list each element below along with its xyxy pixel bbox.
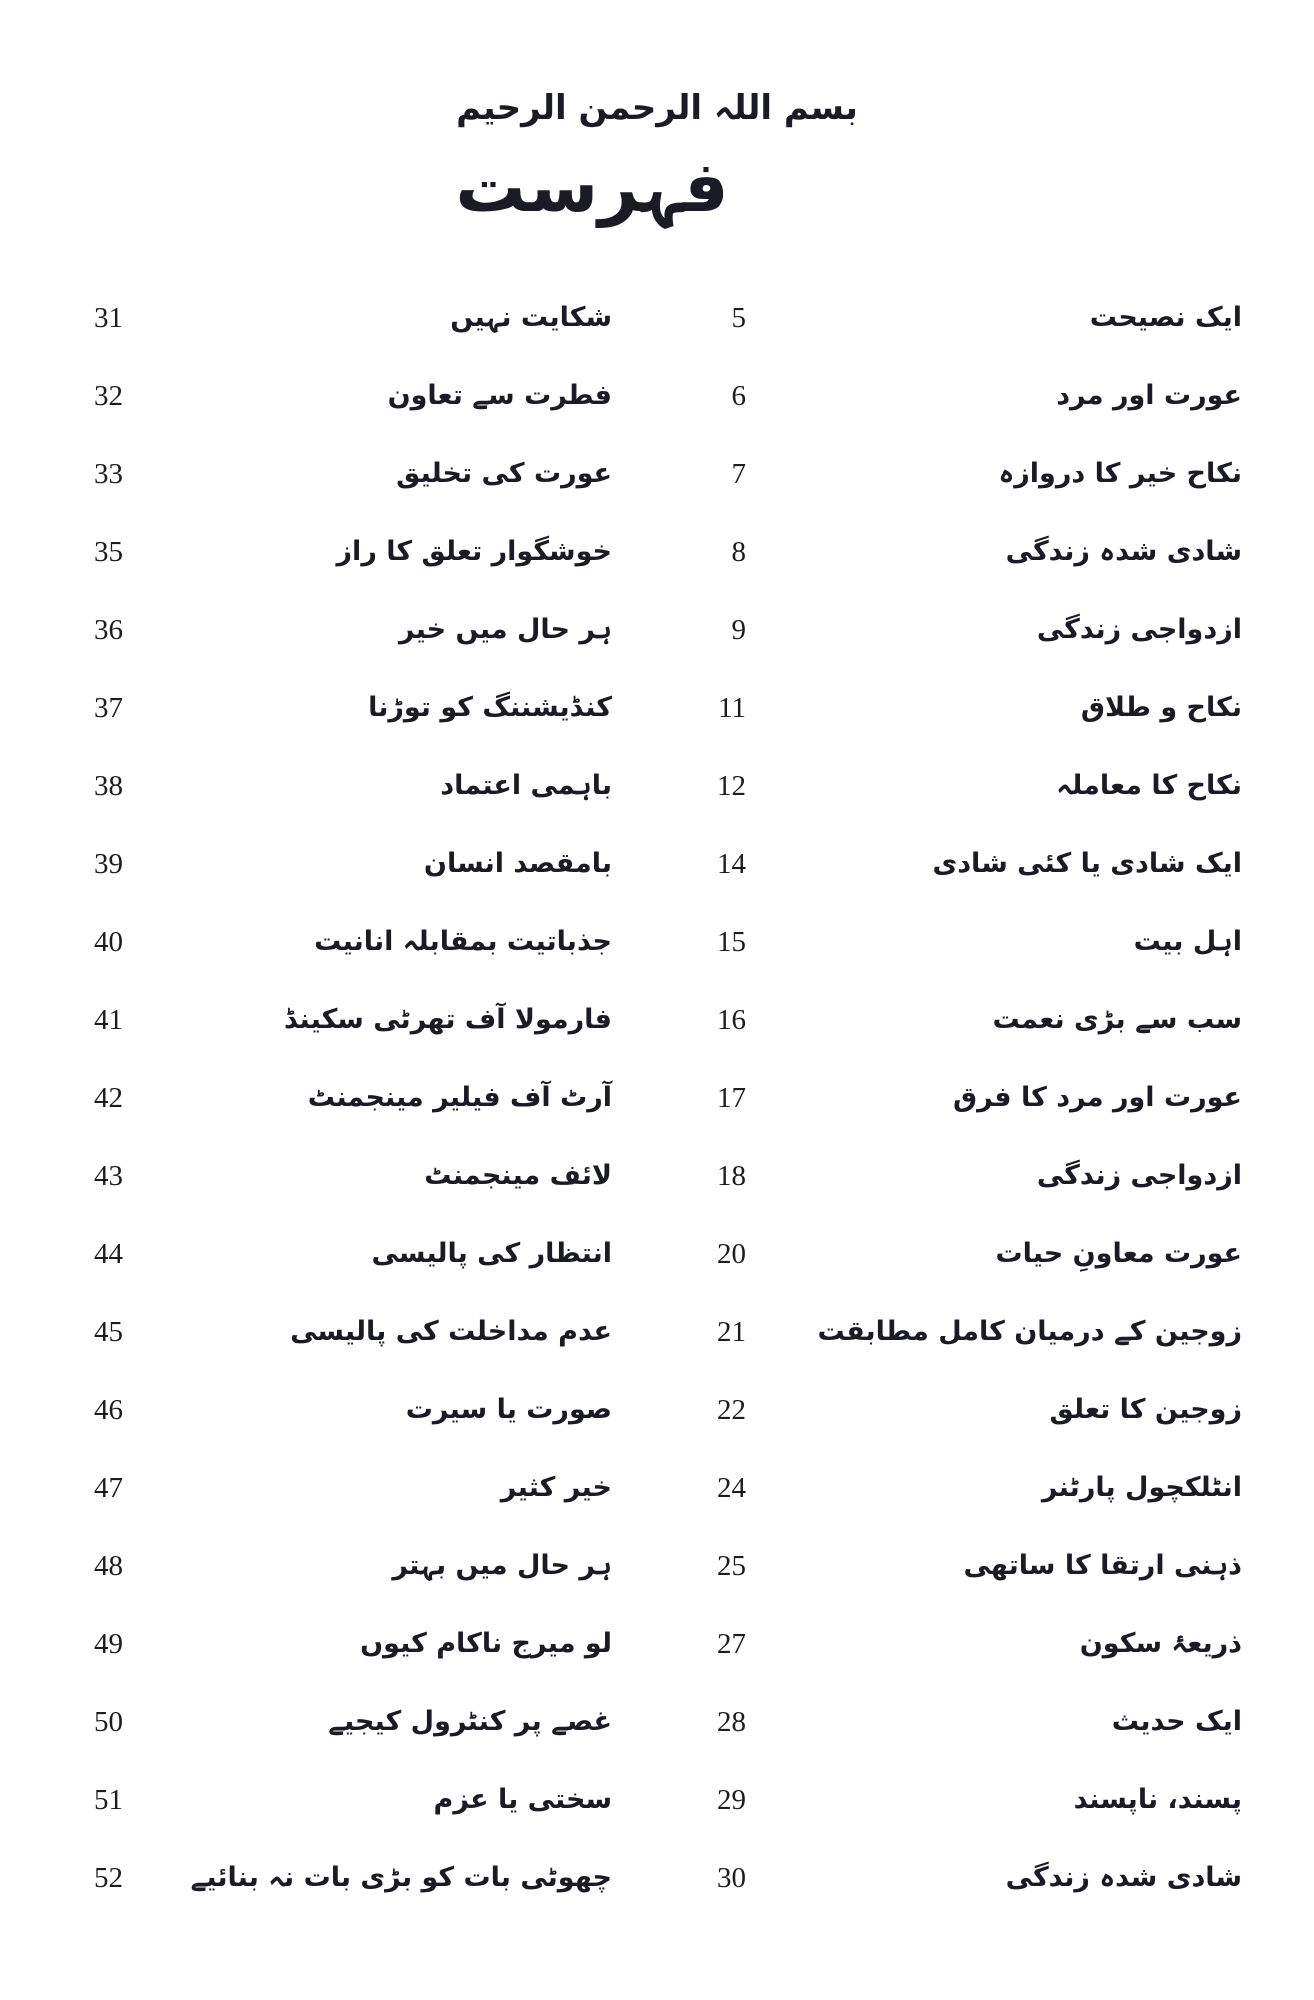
toc-entry-title-right: ایک شادی یا کئی شادی xyxy=(932,848,1242,880)
toc-page-number-left: 51 xyxy=(94,1783,123,1816)
toc-entry-title-right: انٹلکچول پارٹنر xyxy=(1041,1472,1242,1504)
toc-page-number-right: 25 xyxy=(717,1549,746,1582)
toc-entry-title-left: فطرت سے تعاون xyxy=(387,380,612,412)
toc-row xyxy=(72,1605,1242,1683)
toc-page-number-left: 38 xyxy=(94,769,123,802)
toc-page-number-right: 21 xyxy=(717,1315,746,1348)
toc-page-number-left: 43 xyxy=(94,1159,123,1192)
toc-entry-title-right: شادی شدہ زندگی xyxy=(1005,536,1242,568)
toc-entry-title-right: شادی شدہ زندگی xyxy=(1005,1862,1242,1894)
toc-row xyxy=(72,747,1242,825)
toc-page-number-right: 9 xyxy=(731,613,746,646)
toc-entry-title-left: آرٹ آف فیلیر مینجمنٹ xyxy=(307,1082,612,1114)
toc-page-number-right: 24 xyxy=(717,1471,746,1504)
toc-entry-title-left: غصے پر کنٹرول کیجیے xyxy=(328,1706,612,1738)
toc-row xyxy=(72,357,1242,435)
toc-page-number-right: 28 xyxy=(717,1705,746,1738)
toc-page-number-left: 46 xyxy=(94,1393,123,1426)
toc-page-number-right: 18 xyxy=(717,1159,746,1192)
toc-row xyxy=(72,279,1242,357)
toc-page-number-left: 33 xyxy=(94,457,123,490)
toc-entry-title-left: خوشگوار تعلق کا راز xyxy=(336,536,612,568)
toc-entry-title-right: عورت معاونِ حیات xyxy=(995,1238,1242,1270)
toc-row xyxy=(72,1683,1242,1761)
toc-entry-title-right: عورت اور مرد xyxy=(1056,380,1242,412)
toc-entry-title-right: ازدواجی زندگی xyxy=(1036,614,1242,646)
toc-entry-title-right: نکاح کا معاملہ xyxy=(1056,770,1242,802)
toc-row xyxy=(72,1059,1242,1137)
page-content xyxy=(72,0,1242,1917)
toc-row xyxy=(72,1761,1242,1839)
toc-row xyxy=(72,903,1242,981)
toc-entry-title-left: عدم مداخلت کی پالیسی xyxy=(290,1316,612,1348)
toc-page-number-right: 15 xyxy=(717,925,746,958)
toc-row xyxy=(72,1527,1242,1605)
toc-page-number-left: 37 xyxy=(94,691,123,724)
toc-page-number-right: 14 xyxy=(717,847,746,880)
toc-page-number-left: 42 xyxy=(94,1081,123,1114)
toc-page-number-left: 31 xyxy=(94,301,123,334)
toc-entry-title-left: باہمی اعتماد xyxy=(440,770,612,802)
toc-entry-title-right: ذریعۂ سکون xyxy=(1079,1628,1242,1660)
toc-entry-title-left: سختی یا عزم xyxy=(433,1784,612,1816)
toc-page-number-left: 36 xyxy=(94,613,123,646)
toc-page-number-right: 7 xyxy=(731,457,746,490)
toc-entry-title-right: سب سے بڑی نعمت xyxy=(992,1004,1242,1036)
toc-row xyxy=(72,435,1242,513)
toc-page-number-left: 35 xyxy=(94,535,123,568)
toc-entry-title-right: ذہنی ارتقا کا ساتھی xyxy=(963,1550,1242,1582)
toc-page-number-left: 39 xyxy=(94,847,123,880)
toc-entry-title-right: عورت اور مرد کا فرق xyxy=(952,1082,1242,1114)
toc-row xyxy=(72,981,1242,1059)
toc-entry-title-left: ہر حال میں بہتر xyxy=(392,1550,612,1582)
toc-entry-title-right: ایک حدیث xyxy=(1111,1706,1242,1738)
toc-row xyxy=(72,1449,1242,1527)
toc-page-number-right: 17 xyxy=(717,1081,746,1114)
toc-page-number-left: 48 xyxy=(94,1549,123,1582)
toc-entry-title-left: انتظار کی پالیسی xyxy=(371,1238,612,1270)
toc-entry-title-left: کنڈیشننگ کو توڑنا xyxy=(368,692,612,724)
toc-entry-title-right: نکاح خیر کا دروازہ xyxy=(998,458,1242,490)
toc-page-number-right: 30 xyxy=(717,1861,746,1894)
toc-entry-title-left: عورت کی تخلیق xyxy=(396,458,612,490)
toc-entry-title-left: جذباتیت بمقابلہ انانیت xyxy=(314,926,612,958)
page-title: فہرست xyxy=(455,145,729,228)
toc-entry-title-left: چھوٹی بات کو بڑی بات نہ بنائیے xyxy=(190,1862,612,1894)
toc-page-number-right: 5 xyxy=(731,301,746,334)
toc-page-number-right: 8 xyxy=(731,535,746,568)
toc-page-number-right: 22 xyxy=(717,1393,746,1426)
toc-page-number-left: 41 xyxy=(94,1003,123,1036)
toc-entry-title-left: شکایت نہیں xyxy=(450,302,612,334)
toc-row xyxy=(72,591,1242,669)
toc-page-number-right: 16 xyxy=(717,1003,746,1036)
toc-entry-title-right: ازدواجی زندگی xyxy=(1036,1160,1242,1192)
toc-page-number-left: 52 xyxy=(94,1861,123,1894)
toc-entry-title-left: ہر حال میں خیر xyxy=(398,614,612,646)
toc-entry-title-left: لائف مینجمنٹ xyxy=(424,1160,612,1192)
toc-page-number-left: 45 xyxy=(94,1315,123,1348)
toc-row xyxy=(72,825,1242,903)
toc-page-number-left: 32 xyxy=(94,379,123,412)
toc-page-number-left: 50 xyxy=(94,1705,123,1738)
toc-entry-title-left: خیر کثیر xyxy=(500,1472,612,1504)
toc-entry-title-right: اہل بیت xyxy=(1133,926,1242,958)
toc-row xyxy=(72,1137,1242,1215)
toc-page-number-right: 29 xyxy=(717,1783,746,1816)
toc-page-number-right: 20 xyxy=(717,1237,746,1270)
toc-entry-title-right: زوجین کا تعلق xyxy=(1049,1394,1242,1426)
toc-entry-title-left: صورت یا سیرت xyxy=(405,1394,612,1426)
toc-entry-title-right: زوجین کے درمیان کامل مطابقت xyxy=(817,1316,1242,1348)
toc-page-number-right: 6 xyxy=(731,379,746,412)
toc-table xyxy=(72,279,1242,1917)
toc-page-number-left: 44 xyxy=(94,1237,123,1270)
toc-page-number-left: 49 xyxy=(94,1627,123,1660)
toc-row xyxy=(72,1371,1242,1449)
toc-page-number-left: 47 xyxy=(94,1471,123,1504)
toc-entry-title-left: بامقصد انسان xyxy=(423,848,612,880)
toc-row xyxy=(72,1215,1242,1293)
toc-page-number-right: 27 xyxy=(717,1627,746,1660)
toc-row xyxy=(72,1293,1242,1371)
bismillah-text: بسم اللہ الرحمن الرحیم xyxy=(456,88,858,128)
toc-page-number-right: 11 xyxy=(718,691,746,724)
toc-row xyxy=(72,1839,1242,1917)
toc-row xyxy=(72,669,1242,747)
toc-entry-title-left: لو میرج ناکام کیوں xyxy=(360,1628,612,1660)
toc-page-number-right: 12 xyxy=(717,769,746,802)
toc-entry-title-right: ایک نصیحت xyxy=(1089,302,1242,334)
toc-row xyxy=(72,513,1242,591)
toc-entry-title-right: پسند، ناپسند xyxy=(1073,1784,1242,1816)
toc-entry-title-left: فارمولا آف تھرٹی سکینڈ xyxy=(283,1004,612,1036)
toc-page-number-left: 40 xyxy=(94,925,123,958)
toc-entry-title-right: نکاح و طلاق xyxy=(1080,692,1242,724)
